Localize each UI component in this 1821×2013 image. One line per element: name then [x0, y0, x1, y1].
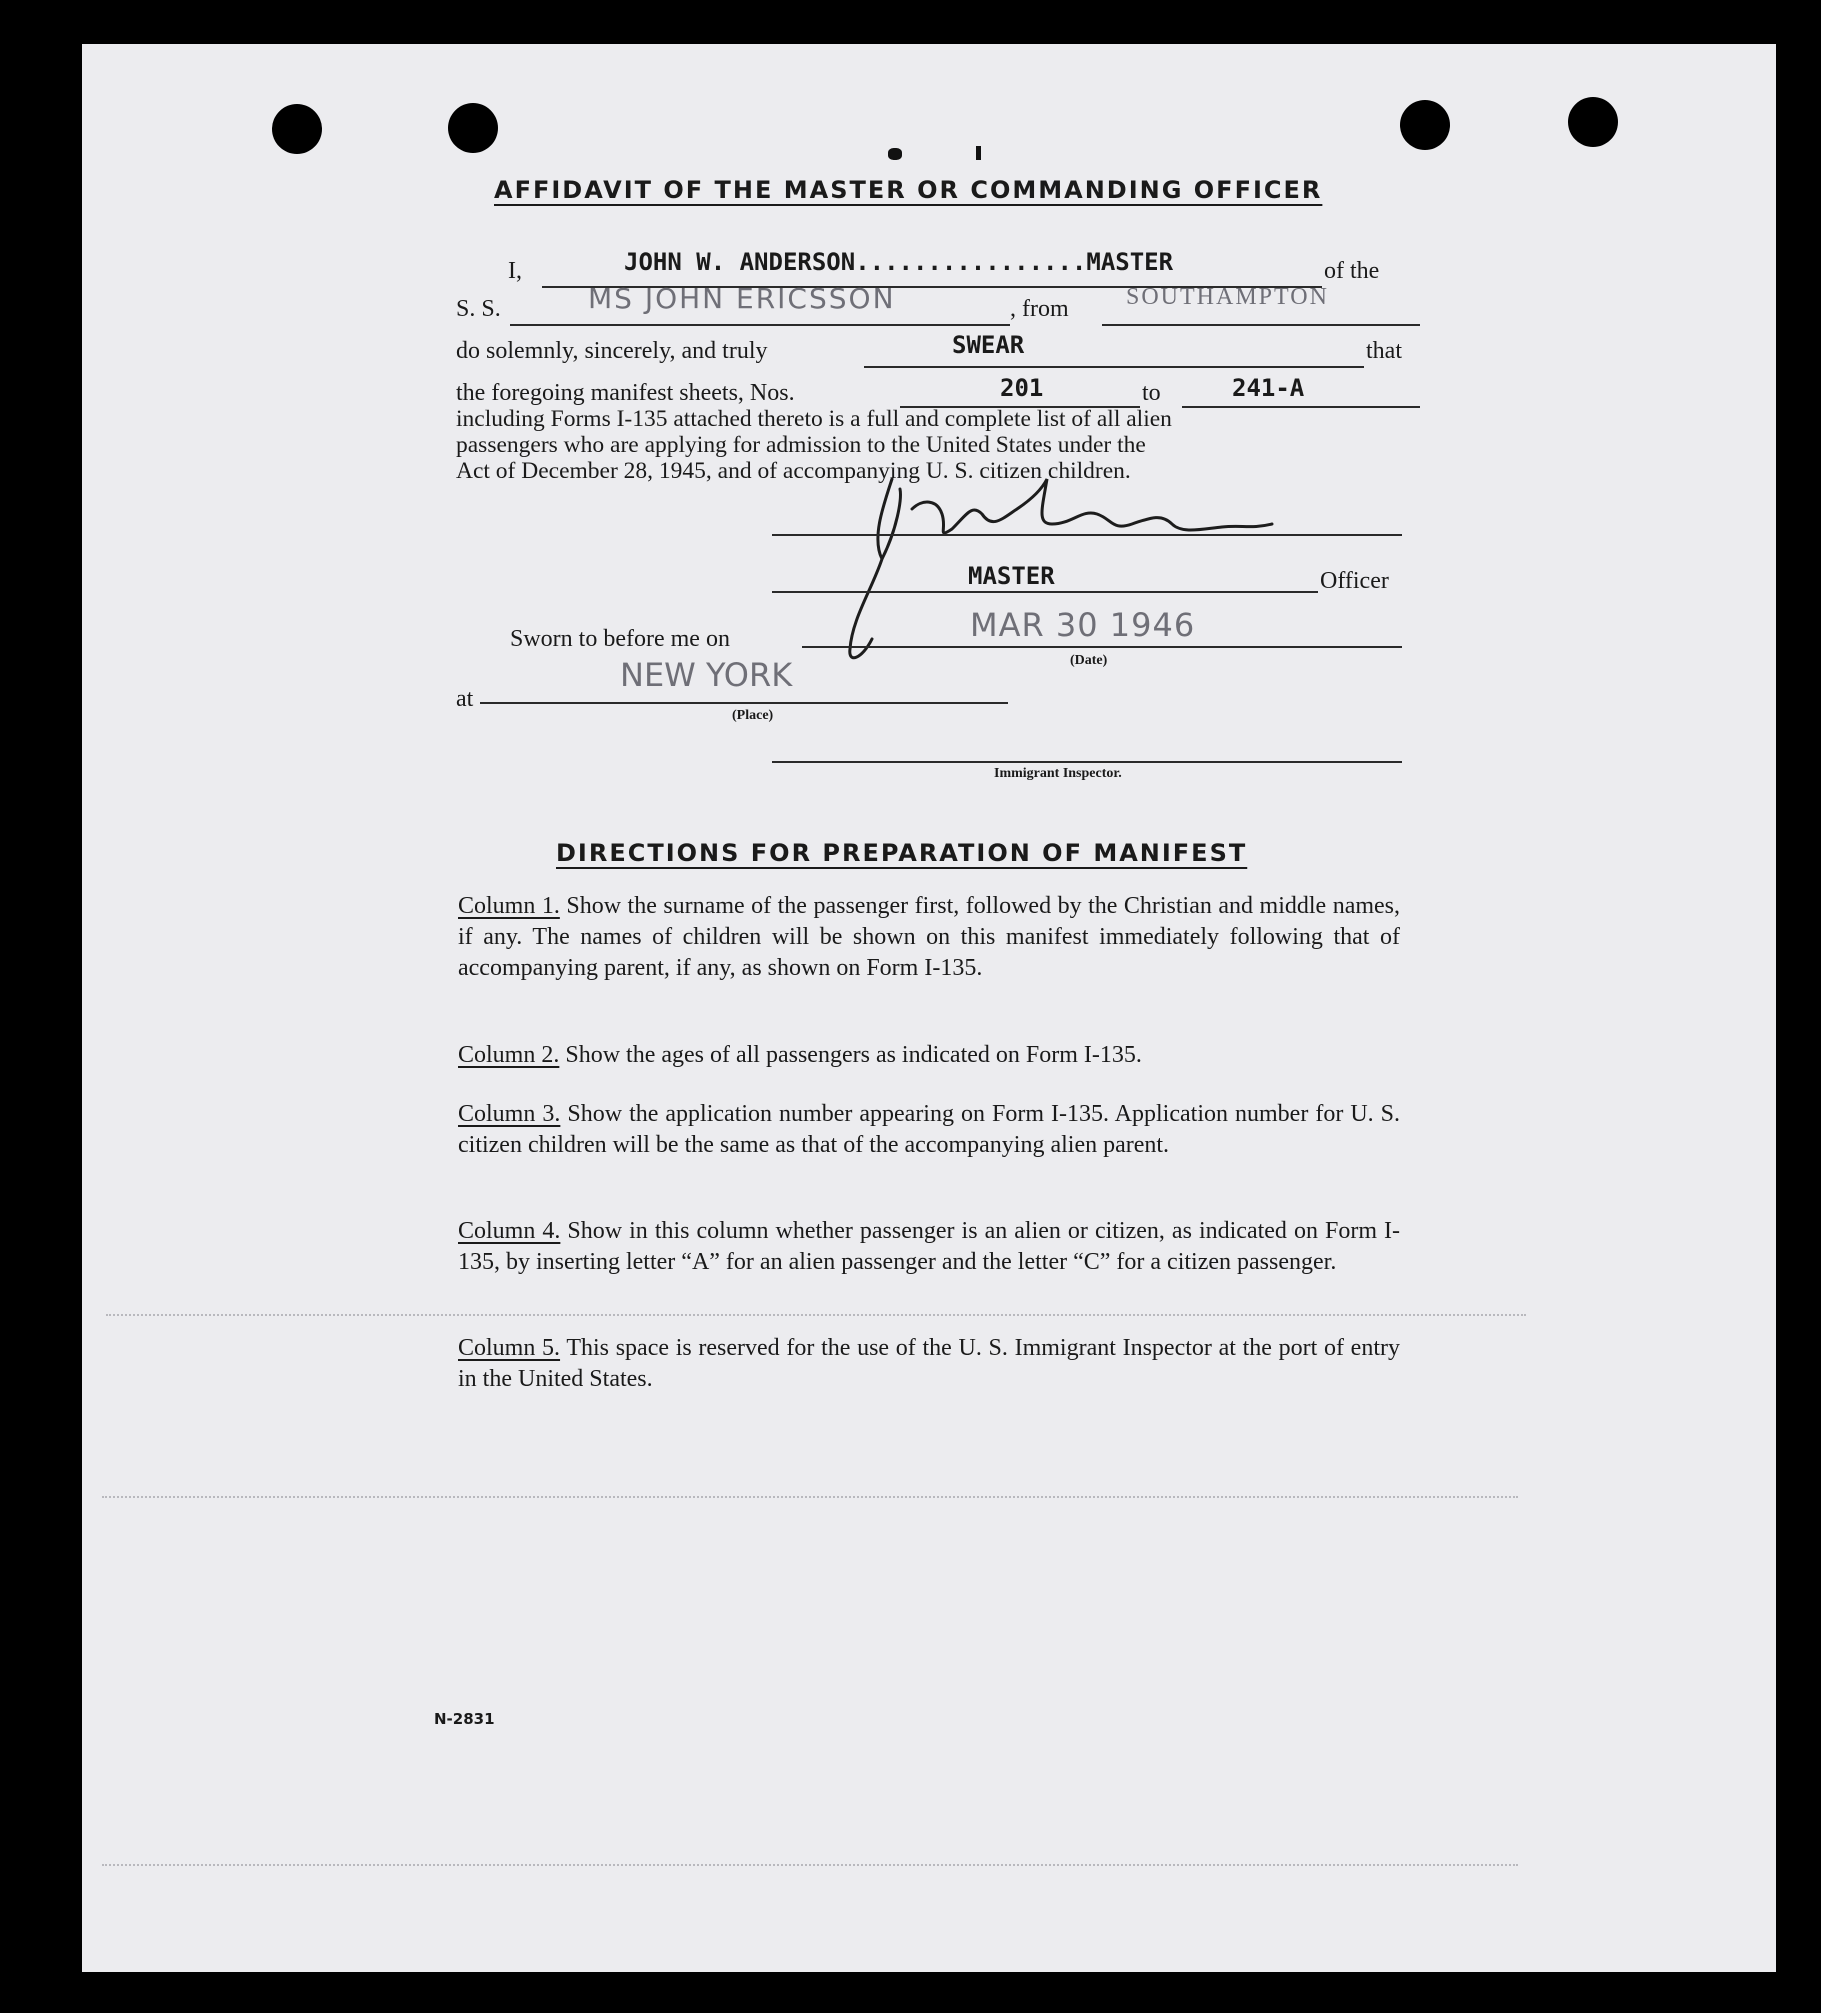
punch-hole: [1568, 97, 1618, 147]
column-5-direction: [458, 1333, 1400, 1395]
column-4-label: Column 4.: [458, 1218, 561, 1244]
directions-title: DIRECTIONS FOR PREPARATION OF MANIFEST: [556, 839, 1248, 867]
sheet-to-line: [1182, 406, 1420, 408]
signature-line: [772, 534, 1402, 536]
column-1-direction: [458, 891, 1400, 984]
officer-line: [772, 591, 1318, 593]
column-3-direction: [458, 1099, 1400, 1161]
punch-hole: [448, 103, 498, 153]
inspector-caption: Immigrant Inspector.: [994, 766, 1122, 781]
column-3-text: Show the application number appearing on Form I-135. Application number for U. S. citizen children will be the same as that of the accompanying alien parent.: [458, 1101, 1401, 1158]
date-caption: (Date): [1070, 653, 1108, 668]
affidavit-title: AFFIDAVIT OF THE MASTER OR COMMANDING OFFICER: [494, 176, 1323, 204]
swear-line: [864, 366, 1364, 368]
that-label: that: [1366, 338, 1402, 364]
of-the-label: of the: [1324, 258, 1380, 284]
master-name-value: JOHN W. ANDERSON................MASTER: [624, 248, 1174, 276]
column-1-text: Show the surname of the passenger first, followed by the Christian and middle names, if any. The names of children will be shown on this manifest immediately following that of accompanying parent, if any, as shown on Form I-135.: [458, 893, 1400, 981]
sheet-from-value: 201: [1000, 374, 1044, 402]
column-5-text: This space is reserved for the use of the U. S. Immigrant Inspector at the port of entry in the United States.: [458, 1335, 1400, 1392]
column-1-label: Column 1.: [458, 893, 560, 919]
to-label: to: [1142, 380, 1161, 406]
bleed-through-rule: [102, 1496, 1518, 1498]
ship-name-stamp: MS JOHN ERICSSON: [588, 282, 896, 315]
date-line: [802, 646, 1402, 648]
statement-line-1: including Forms I-135 attached thereto is a full and complete list of all alien: [456, 406, 1172, 432]
date-stamp: MAR 30 1946: [970, 606, 1196, 644]
ss-label: S. S.: [456, 296, 501, 322]
statement-line-3: Act of December 28, 1945, and of accompanying U. S. citizen children.: [456, 458, 1131, 484]
from-label: , from: [1010, 296, 1069, 322]
at-label: at: [456, 686, 474, 712]
form-number: N-2831: [434, 1710, 495, 1728]
ink-speck: [976, 146, 981, 160]
statement-line-2: passengers who are applying for admission to the United States under the: [456, 432, 1146, 458]
sworn-label: Sworn to before me on: [510, 626, 730, 652]
from-port-stamp: SOUTHAMPTON: [1126, 284, 1329, 310]
punch-hole: [1400, 100, 1450, 150]
ink-speck: [888, 148, 902, 160]
ship-name-line: [510, 324, 1010, 326]
column-4-direction: [458, 1216, 1400, 1278]
column-2-direction: [458, 1040, 1400, 1071]
column-2-label: Column 2.: [458, 1042, 560, 1068]
sheets-prefix: the foregoing manifest sheets, Nos.: [456, 380, 795, 406]
i-label: I,: [508, 258, 522, 284]
swear-prefix: do solemnly, sincerely, and truly: [456, 338, 768, 364]
bleed-through-rule: [106, 1314, 1526, 1316]
sheet-to-value: 241-A: [1232, 374, 1305, 402]
officer-title-value: MASTER: [968, 562, 1055, 590]
swear-value: SWEAR: [952, 331, 1025, 359]
place-caption: (Place): [732, 708, 774, 723]
column-3-label: Column 3.: [458, 1101, 561, 1127]
column-5-label: Column 5.: [458, 1335, 561, 1361]
inspector-line: [772, 761, 1402, 763]
punch-hole: [272, 104, 322, 154]
column-4-text: Show in this column whether passenger is an alien or citizen, as indicated on Form I-135, by inserting letter “A” for an alien passenger and the letter “C” for a citizen passenger.: [458, 1218, 1400, 1275]
place-line: [480, 702, 1008, 704]
document-page: [82, 44, 1776, 1972]
bleed-through-rule: [102, 1864, 1518, 1866]
officer-label: Officer: [1320, 568, 1389, 594]
place-stamp: NEW YORK: [620, 656, 793, 694]
from-port-line: [1102, 324, 1420, 326]
column-2-text: Show the ages of all passengers as indicated on Form I-135.: [565, 1042, 1142, 1068]
